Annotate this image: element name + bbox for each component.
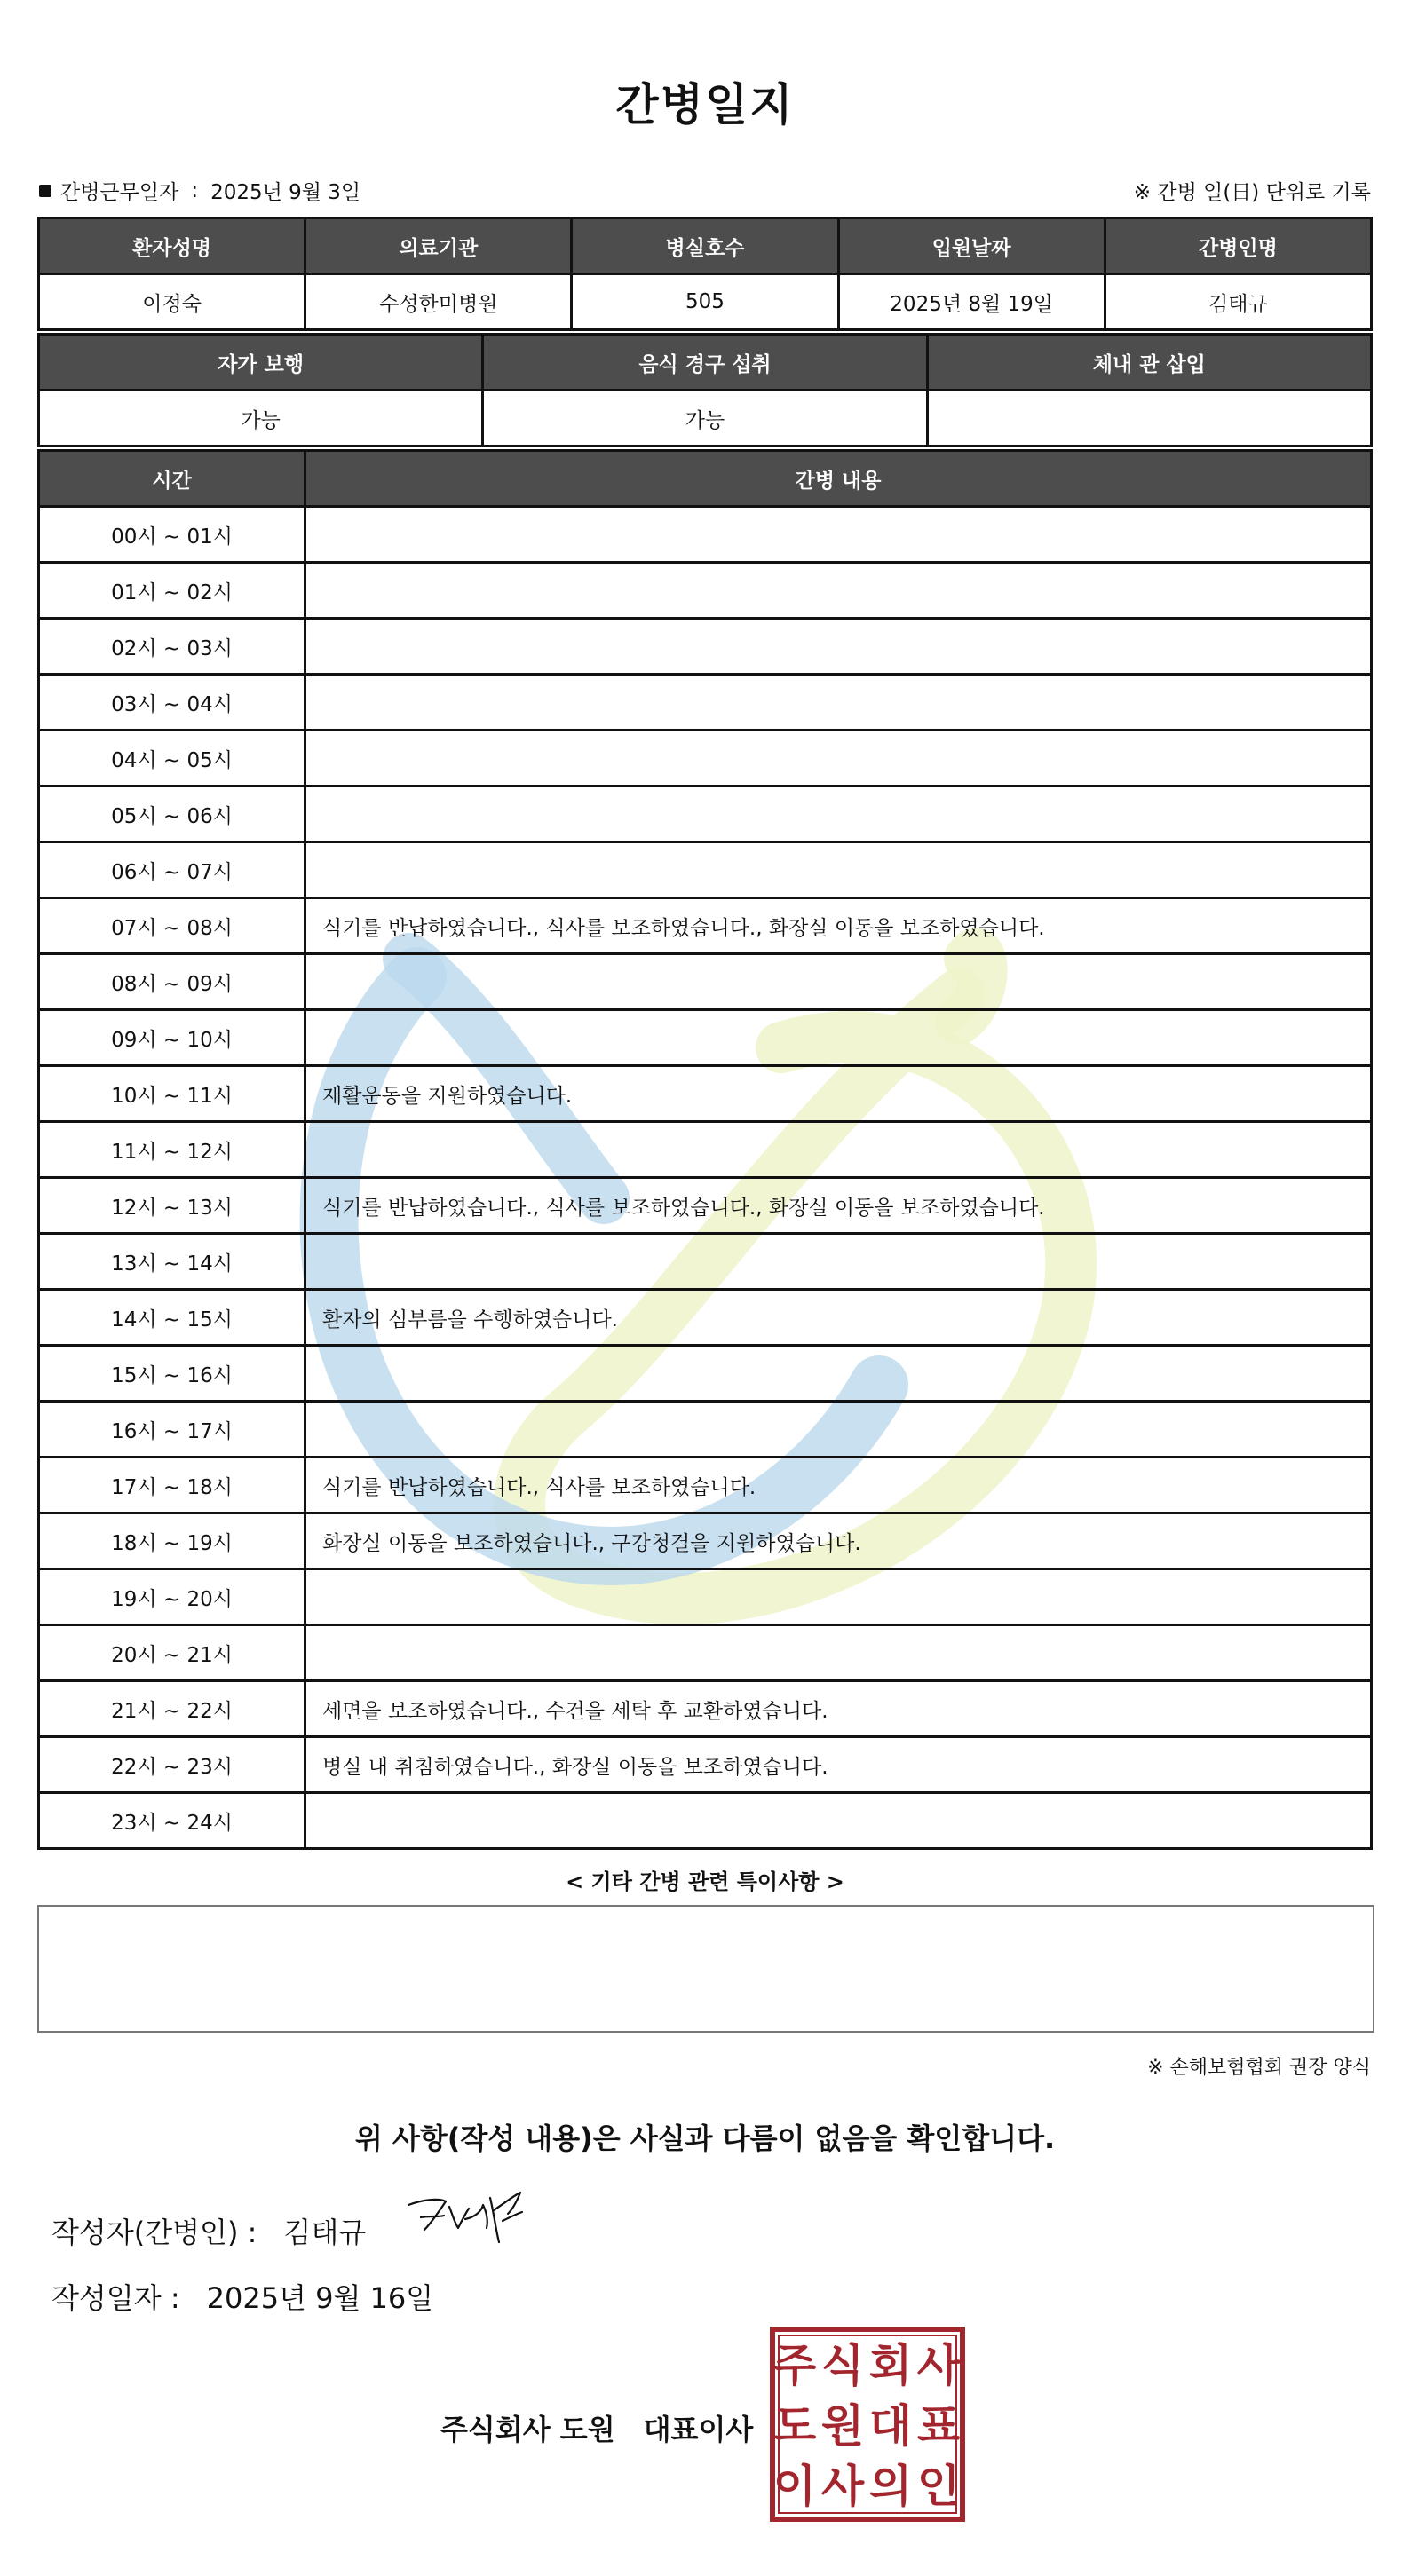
seal-character: 의 [868, 2461, 913, 2512]
care-log-table [37, 449, 1373, 1850]
seal-character: 사 [820, 2461, 865, 2512]
care-content [305, 1234, 1372, 1290]
seal-character: 대 [868, 2400, 913, 2452]
work-date-separator: : [191, 178, 199, 202]
header-hospital: 의료기관 [305, 218, 572, 274]
care-log-row [39, 1402, 1372, 1458]
care-log-row [39, 1066, 1372, 1122]
company-seal-stamp [769, 2326, 966, 2523]
time-slot: 01시 ~ 02시 [39, 563, 305, 619]
header-room-number: 병실호수 [572, 218, 838, 274]
time-slot: 20시 ~ 21시 [39, 1625, 305, 1681]
time-slot: 10시 ~ 11시 [39, 1066, 305, 1122]
special-notes-box [37, 1905, 1374, 2033]
care-log-row [39, 1737, 1372, 1793]
care-content [305, 731, 1372, 786]
care-log-row [39, 954, 1372, 1010]
time-slot: 18시 ~ 19시 [39, 1513, 305, 1569]
company-line [440, 2407, 753, 2448]
care-content: 식기를 반납하였습니다., 식사를 보조하였습니다., 화장실 이동을 보조하였습니다. [305, 1178, 1372, 1234]
patient-value-row [39, 274, 1372, 330]
time-slot: 04시 ~ 05시 [39, 731, 305, 786]
care-content [305, 1402, 1372, 1458]
caregiver-name: 김태규 [1105, 274, 1371, 330]
seal-character: 사 [916, 2340, 961, 2391]
care-log-row [39, 1010, 1372, 1066]
care-content: 식기를 반납하였습니다., 식사를 보조하였습니다. [305, 1458, 1372, 1513]
care-log-row [39, 1346, 1372, 1402]
care-content [305, 1569, 1372, 1625]
care-log-row [39, 786, 1372, 842]
care-content [305, 1010, 1372, 1066]
care-log-row [39, 1458, 1372, 1513]
care-log-row [39, 1234, 1372, 1290]
header-self-walking: 자가 보행 [39, 335, 483, 391]
room-number: 505 [572, 274, 838, 330]
special-notes-title: < 기타 간병 관련 특이사항 > [566, 1869, 844, 1894]
care-content [305, 954, 1372, 1010]
seal-character: 인 [916, 2461, 961, 2512]
care-log-row [39, 1178, 1372, 1234]
write-date-value: 2025년 9월 16일 [206, 2281, 434, 2315]
care-log-row [39, 1569, 1372, 1625]
seal-character: 식 [820, 2340, 865, 2391]
time-slot: 16시 ~ 17시 [39, 1402, 305, 1458]
write-date-line [51, 2276, 433, 2317]
care-content: 식기를 반납하였습니다., 식사를 보조하였습니다., 화장실 이동을 보조하였습니다. [305, 898, 1372, 954]
time-slot: 09시 ~ 10시 [39, 1010, 305, 1066]
time-slot: 21시 ~ 22시 [39, 1681, 305, 1737]
care-log-header-row [39, 451, 1372, 507]
writer-label: 작성자(간병인) : [51, 2216, 257, 2249]
time-slot: 17시 ~ 18시 [39, 1458, 305, 1513]
seal-character: 표 [916, 2400, 961, 2452]
time-slot: 00시 ~ 01시 [39, 507, 305, 563]
care-content [305, 1122, 1372, 1178]
tube-insertion-value [927, 391, 1371, 446]
header-care-content: 간병 내용 [305, 451, 1372, 507]
care-content: 화장실 이동을 보조하였습니다., 구강청결을 지원하였습니다. [305, 1513, 1372, 1569]
ability-table [37, 333, 1373, 447]
time-slot: 13시 ~ 14시 [39, 1234, 305, 1290]
care-log-row [39, 1793, 1372, 1849]
write-date-label: 작성일자 : [51, 2281, 180, 2315]
time-slot: 02시 ~ 03시 [39, 619, 305, 675]
seal-character: 주 [772, 2340, 817, 2391]
seal-character: 원 [820, 2400, 865, 2452]
care-log-row [39, 563, 1372, 619]
header-time: 시간 [39, 451, 305, 507]
time-slot: 14시 ~ 15시 [39, 1290, 305, 1346]
confirmation-statement: 위 사항(작성 내용)은 사실과 다름이 없음을 확인합니다. [354, 2122, 1056, 2155]
patient-info-table [37, 217, 1373, 331]
seal-character: 도 [772, 2400, 817, 2452]
work-date-value: 2025년 9월 3일 [210, 181, 361, 204]
patient-header-row [39, 218, 1372, 274]
care-log-row [39, 619, 1372, 675]
form-footnote: ※ 손해보험협회 권장 양식 [1147, 2057, 1371, 2079]
company-title: 대표이사 [643, 2413, 754, 2446]
patient-name: 이정숙 [39, 274, 305, 330]
ability-header-row [39, 335, 1372, 391]
care-log-row [39, 507, 1372, 563]
care-content [305, 1625, 1372, 1681]
seal-character: 회 [868, 2340, 913, 2391]
time-slot: 08시 ~ 09시 [39, 954, 305, 1010]
time-slot: 22시 ~ 23시 [39, 1737, 305, 1793]
hospital-name: 수성한미병원 [305, 274, 572, 330]
time-slot: 11시 ~ 12시 [39, 1122, 305, 1178]
care-log-row [39, 1681, 1372, 1737]
work-date [39, 176, 360, 205]
care-content [305, 786, 1372, 842]
care-content [305, 507, 1372, 563]
header-admission-date: 입원날짜 [838, 218, 1105, 274]
care-content [305, 842, 1372, 898]
time-slot: 06시 ~ 07시 [39, 842, 305, 898]
care-content [305, 675, 1372, 731]
care-log-row [39, 1513, 1372, 1569]
header-patient-name: 환자성명 [39, 218, 305, 274]
care-content: 환자의 심부름을 수행하였습니다. [305, 1290, 1372, 1346]
care-content [305, 619, 1372, 675]
care-content [305, 1793, 1372, 1849]
bullet-square-icon [39, 185, 51, 197]
ability-value-row [39, 391, 1372, 446]
company-name: 주식회사 도원 [440, 2413, 615, 2446]
care-content: 병실 내 취침하였습니다., 화장실 이동을 보조하였습니다. [305, 1737, 1372, 1793]
header-caregiver-name: 간병인명 [1105, 218, 1371, 274]
care-log-row [39, 1122, 1372, 1178]
time-slot: 15시 ~ 16시 [39, 1346, 305, 1402]
work-date-label: 간병근무일자 [60, 181, 179, 204]
admission-date: 2025년 8월 19일 [838, 274, 1105, 330]
care-log-row [39, 842, 1372, 898]
care-log-body [39, 507, 1372, 1849]
unit-note: ※ 간병 일(日) 단위로 기록 [1133, 181, 1371, 204]
care-content [305, 563, 1372, 619]
oral-intake-value: 가능 [483, 391, 927, 446]
seal-character: 이 [772, 2461, 817, 2512]
time-slot: 23시 ~ 24시 [39, 1793, 305, 1849]
self-walking-value: 가능 [39, 391, 483, 446]
writer-line [51, 2210, 366, 2251]
writer-name: 김태규 [283, 2216, 367, 2249]
time-slot: 19시 ~ 20시 [39, 1569, 305, 1625]
care-log-row [39, 675, 1372, 731]
care-log-row [39, 1625, 1372, 1681]
header-oral-intake: 음식 경구 섭취 [483, 335, 927, 391]
care-content: 세면을 보조하였습니다., 수건을 세탁 후 교환하였습니다. [305, 1681, 1372, 1737]
time-slot: 07시 ~ 08시 [39, 898, 305, 954]
time-slot: 12시 ~ 13시 [39, 1178, 305, 1234]
time-slot: 03시 ~ 04시 [39, 675, 305, 731]
document-title: 간병일지 [615, 79, 795, 130]
care-content: 재활운동을 지원하였습니다. [305, 1066, 1372, 1122]
care-log-row [39, 898, 1372, 954]
care-log-row [39, 1290, 1372, 1346]
handwritten-signature [403, 2185, 545, 2256]
care-content [305, 1346, 1372, 1402]
care-log-row [39, 731, 1372, 786]
time-slot: 05시 ~ 06시 [39, 786, 305, 842]
header-tube-insertion: 체내 관 삽입 [927, 335, 1371, 391]
